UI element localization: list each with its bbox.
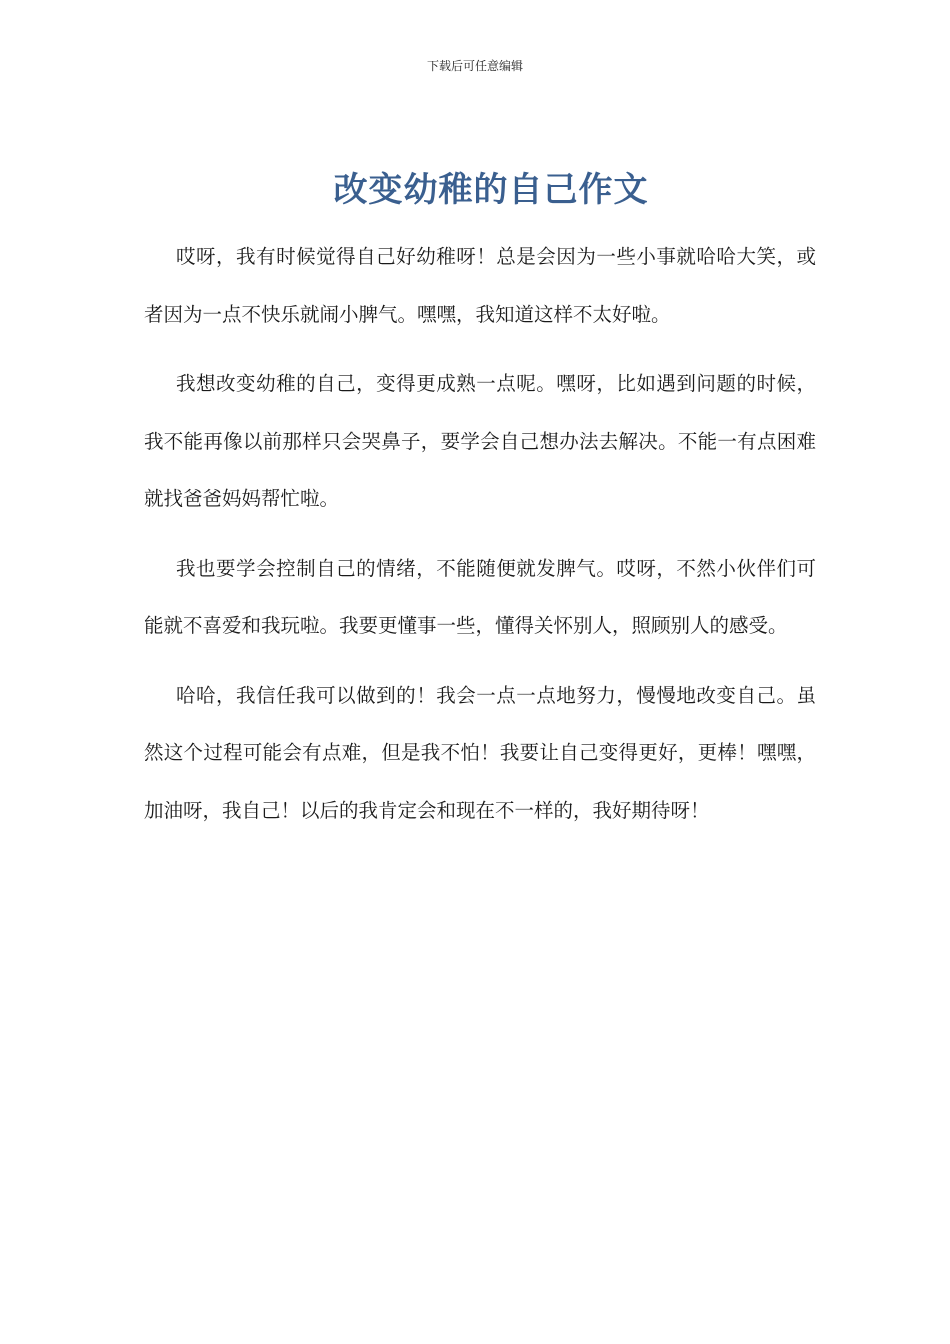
- paragraph-4: 哈哈，我信任我可以做到的！我会一点一点地努力，慢慢地改变自己。虽然这个过程可能会有点难，但是我不怕！我要让自己变得更好，更棒！嘿嘿，加油呀，我自己！以后的我肯定会和现在不一样的，我好期待呀！: [144, 683, 816, 822]
- paragraph-2: 我想改变幼稚的自己，变得更成熟一点呢。嘿呀，比如遇到问题的时候，我不能再像以前那样只会哭鼻子，要学会自己想办法去解决。不能一有点困难就找爸爸妈妈帮忙啦。: [144, 372, 816, 510]
- document-body: [144, 228, 816, 851]
- paragraph-1: 哎呀，我有时候觉得自己好幼稚呀！总是会因为一些小事就哈哈大笑，或者因为一点不快乐就闹小脾气。嘿嘿，我知道这样不太好啦。: [144, 245, 816, 326]
- paragraph-3: 我也要学会控制自己的情绪，不能随便就发脾气。哎呀，不然小伙伴们可能就不喜爱和我玩啦。我要更懂事一些，懂得关怀别人，照顾别人的感受。: [144, 556, 816, 637]
- document-title: 改变幼稚的自己作文: [333, 170, 649, 210]
- header-note: 下载后可任意编辑: [426, 59, 523, 73]
